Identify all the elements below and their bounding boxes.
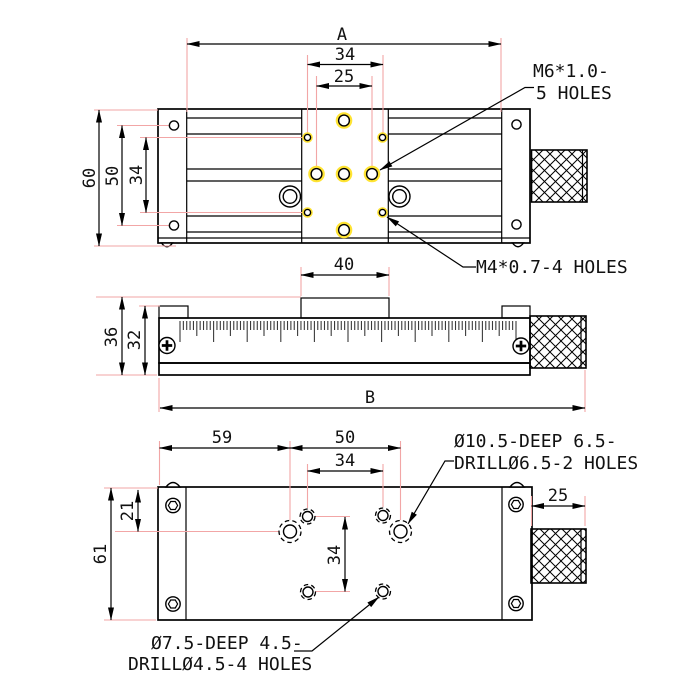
m6-hole [338,168,350,180]
dim-61: 61 [91,543,111,565]
knurled-knob-side-view [530,316,586,368]
phillips-screw [513,338,529,354]
cbore-10-5-hole [279,521,301,543]
callout-m4: M4*0.7-4 HOLES [476,257,628,278]
m6-hole [310,168,322,180]
corner-hole [512,220,521,229]
callout-m6-line1: M6*1.0- [533,61,609,82]
cbore-7-5-hole [376,584,391,599]
cbore-7-5-hole [301,585,316,600]
corner-hole [169,121,178,130]
hex-socket-hole [166,597,180,611]
corner-hole [512,120,521,129]
dim-34-vertical: 34 [325,544,345,566]
dim-32: 32 [125,329,145,351]
dim-36: 36 [102,326,122,348]
counterbore-hole [389,186,410,207]
m6-hole [338,224,350,236]
dim-50: 50 [103,165,123,187]
dim-34-horizontal: 34 [334,451,356,471]
hex-socket-hole [166,498,180,512]
callout-cbore10-line1: Ø10.5-DEEP 6.5- [454,431,617,452]
dim-40: 40 [333,255,355,275]
m4-hole [379,209,386,216]
cbore-7-5-hole [300,509,315,524]
dim-34-vertical: 34 [127,164,147,186]
m6-hole [338,114,350,126]
hex-socket-hole [509,596,523,610]
dim-59: 59 [211,428,233,448]
dim-60: 60 [80,167,100,189]
hex-socket-hole [509,497,523,511]
knurled-knob-top-view [532,150,588,202]
dim-21: 21 [118,500,138,522]
dim-50: 50 [334,428,356,448]
cbore-7-5-hole [376,508,391,523]
counterbore-hole [280,186,301,207]
m4-hole [379,134,386,141]
callout-m6-line2: 5 HOLES [536,83,612,104]
dim-A: A [336,25,348,45]
dim-25: 25 [333,67,355,87]
callout-cbore7-line1: Ø7.5-DEEP 4.5- [151,633,303,654]
knurled-knob-bottom-view [531,529,586,583]
m6-hole [366,168,378,180]
callout-cbore10-line2: DRILLØ6.5-2 HOLES [454,453,639,474]
callout-cbore7-line2: DRILLØ4.5-4 HOLES [128,654,313,675]
m4-hole [304,134,311,141]
m4-hole [304,209,311,216]
dim-25: 25 [547,486,569,506]
dim-34-horizontal: 34 [334,45,356,65]
phillips-screw [159,338,175,354]
dim-B: B [364,388,376,408]
corner-hole [169,221,178,230]
